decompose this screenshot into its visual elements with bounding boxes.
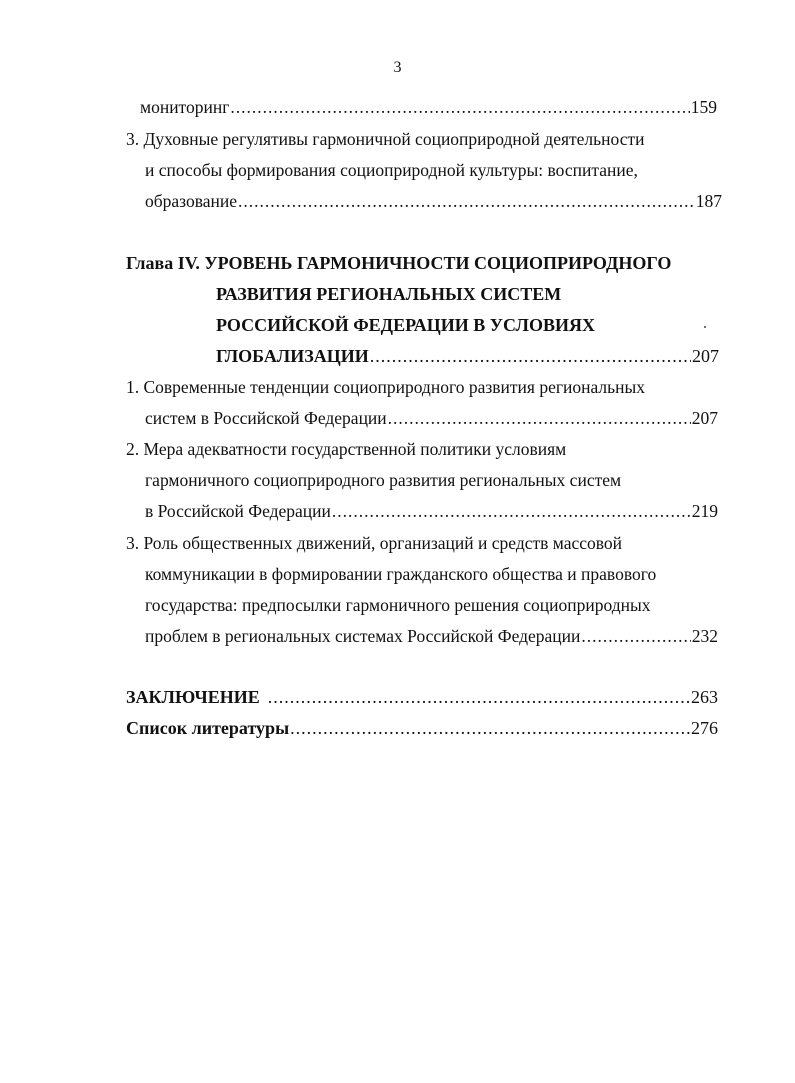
page-number: 3: [393, 59, 402, 76]
toc-entry-text: проблем в региональных системах Российской Федерации: [145, 626, 581, 646]
toc-entry-text: ЗАКЛЮЧЕНИЕ: [126, 687, 260, 707]
toc-entry-monitoring: [140, 96, 717, 118]
toc-entry-3-line3: государства: предпосылки гармоничного решения социоприродных: [145, 595, 651, 615]
dot-leader: [230, 96, 689, 118]
toc-entry-text: Список литературы: [126, 718, 290, 738]
toc-entry-text: мониторинг: [140, 97, 230, 117]
toc-entry-conclusion: [126, 686, 718, 708]
dot-leader: [238, 190, 695, 212]
toc-entry-references: [126, 717, 718, 739]
toc-page-number: 263: [691, 687, 718, 707]
chapter-title-line3: РОССИЙСКОЙ ФЕДЕРАЦИИ В УСЛОВИЯХ: [216, 315, 595, 335]
toc-entry-text: образование: [145, 191, 238, 211]
toc-page-number: 207: [691, 408, 718, 428]
chapter-title-text: ГЛОБАЛИЗАЦИИ: [216, 346, 369, 366]
dot-leader: [290, 717, 690, 739]
chapter-title-line2: РАЗВИТИЯ РЕГИОНАЛЬНЫХ СИСТЕМ: [216, 284, 562, 304]
toc-entry-1-last: [145, 407, 718, 429]
dot-leader: [332, 500, 691, 522]
chapter-title-line4: [216, 345, 719, 367]
toc-entry-1-line1: 1. Современные тенденции социоприродного развития региональных: [126, 377, 646, 397]
toc-page-number: 219: [691, 501, 718, 521]
toc-page-number: 276: [691, 718, 718, 738]
toc-entry-2-line1: 2. Мера адекватности государственной политики условиям: [126, 439, 567, 459]
toc-entry-3-line1: 3. Роль общественных движений, организаций и средств массовой: [126, 533, 623, 553]
toc-page-number: 159: [690, 97, 717, 117]
toc-entry-spiritual-line3: [145, 190, 722, 212]
toc-entry-spiritual-line2: и способы формирования социоприродной культуры: воспитание,: [145, 160, 638, 180]
toc-page-number: 207: [692, 346, 719, 366]
dot-leader: [581, 625, 690, 647]
chapter-title-line1: Глава IV. УРОВЕНЬ ГАРМОНИЧНОСТИ СОЦИОПРИРОДНОГО: [126, 253, 672, 273]
dot-leader: [268, 686, 690, 708]
toc-entry-2-last: [145, 500, 718, 522]
toc-entry-3-line2: коммуникации в формировании гражданского общества и правового: [145, 564, 657, 584]
dot-leader: [370, 345, 691, 367]
scan-speck: [704, 326, 706, 328]
toc-page-number: 187: [695, 191, 722, 211]
toc-entry-3-last: [145, 625, 718, 647]
toc-entry-text: систем в Российской Федерации: [145, 408, 387, 428]
dot-leader: [388, 407, 691, 429]
toc-entry-spiritual-line1: 3. Духовные регулятивы гармоничной социоприродной деятельности: [126, 129, 645, 149]
toc-entry-text: в Российской Федерации: [145, 501, 331, 521]
toc-page-number: 232: [691, 626, 718, 646]
toc-entry-2-line2: гармоничного социоприродного развития региональных систем: [145, 470, 622, 490]
